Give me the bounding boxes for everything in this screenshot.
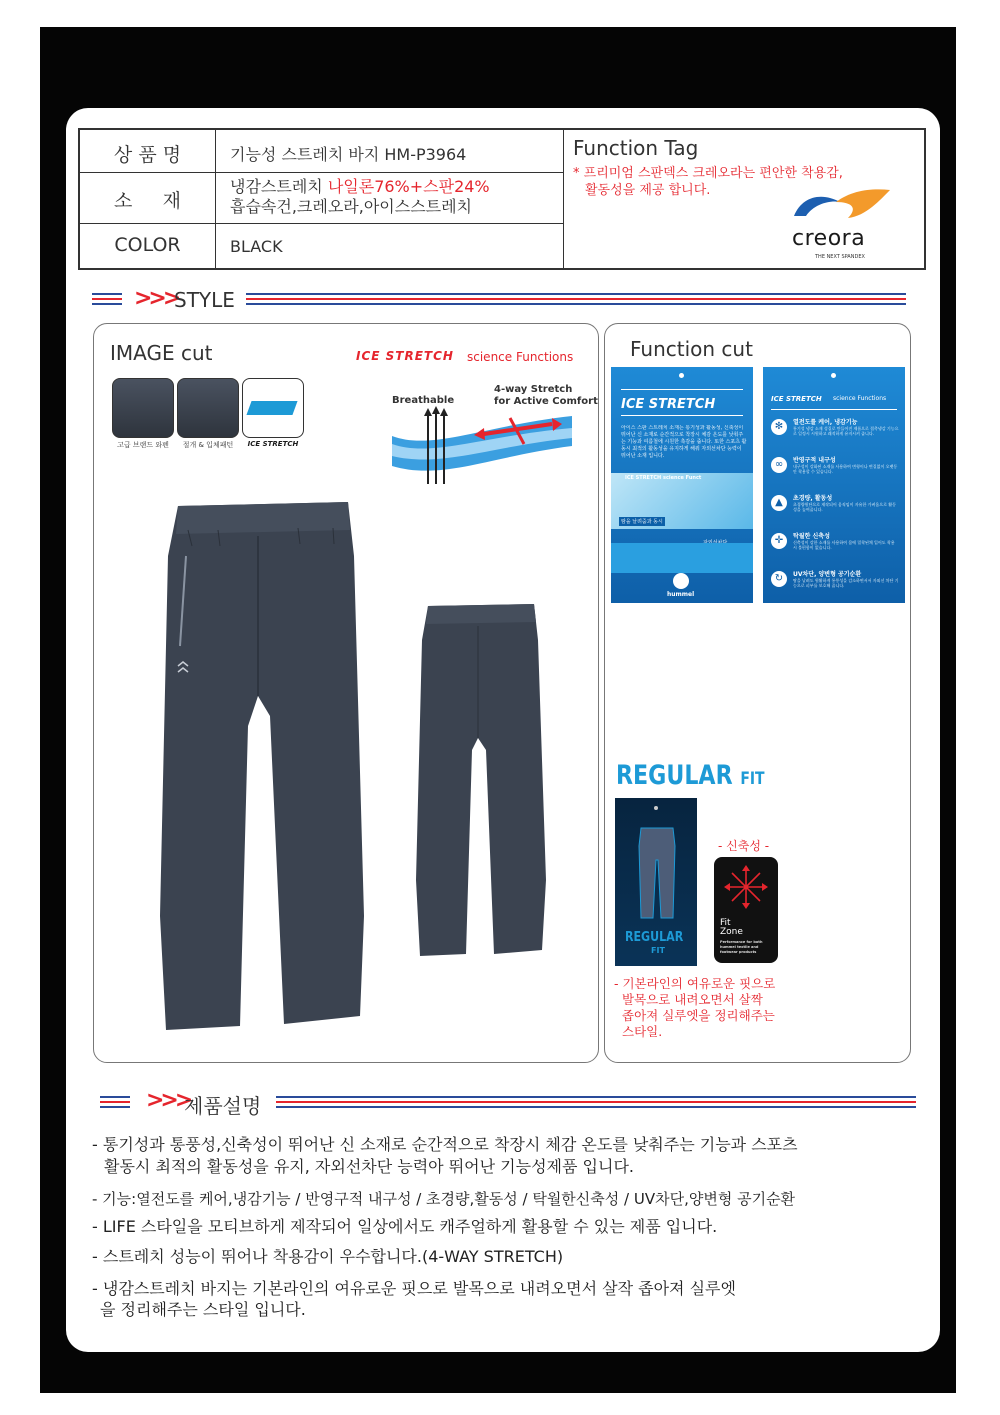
feature-text: 땀을 날려도 원활하게 통풍성을 감소하면서서 자외선 차단 기능으로 피부를 보호해 줍니다. [793, 578, 899, 588]
feature-text: 신축성이 강한 소재를 사용하여 몸에 밀착된채 입어도 착용 시 불편함이 없습니다. [793, 540, 895, 550]
name-value: 기능성 스트레치 바지 HM-P3964 [230, 145, 467, 164]
divider [215, 130, 216, 268]
section-bars [100, 1096, 130, 1108]
fit-zone-text: Performance for both hummel textile and footwear products [720, 940, 763, 954]
lightweight-icon: ▲ [771, 495, 787, 511]
note-line: * 프리미엄 스판덱스 크레오라는 편안한 착용감, [573, 166, 843, 181]
feature-text: 통기성 냉감 소재 성질로 만들어진 제품으로 접촉냉감 기능으로 일정시 시원하고 쾌적하게 유지시켜 줍니다. [793, 426, 899, 436]
chevron-icon: >>> [134, 286, 178, 311]
ice-logo: ICE STRETCH [621, 397, 716, 412]
ice-stretch-diagram-icon [392, 406, 572, 490]
feature-title: 반영구적 내구성 [793, 457, 836, 464]
feature-item [771, 493, 901, 531]
desc-line: - 기능:열전도를 케어,냉감기능 / 반영구적 내구성 / 초경량,활동성 / 탁월한신축성 / UV차단,양변형 공기순환 [92, 1190, 796, 1208]
stretch-line: 4-way Stretch [494, 384, 573, 395]
image-cut-title: IMAGE cut [110, 341, 213, 365]
thumb-pattern [177, 378, 239, 438]
feature-item [771, 531, 901, 569]
material-features: 흡습속건,크레오라,아이스스트레치 [230, 197, 473, 216]
desc-line: - 통기성과 통풍성,신축성이 뛰어난 신 소재로 순간적으로 착장시 체감 온도를 낮춰주는 기능과 스포츠 [92, 1135, 798, 1154]
pants-silhouette-icon [637, 826, 677, 922]
desc-line: - 냉감스트레치 바지는 기본라인의 여유로운 핏으로 발목으로 내려오면서 살작 좁아져 실루엣 [92, 1279, 736, 1298]
divider [563, 130, 564, 268]
thumb-caption: ICE STRETCH [247, 440, 299, 448]
ice-stretch-logo: ICE STRETCH [356, 349, 454, 363]
feature-title: 열전도를 케어, 냉감기능 [793, 419, 858, 426]
thumb-wappen [112, 378, 174, 438]
desc-line: 을 정리해주는 스타일 입니다. [100, 1300, 306, 1319]
material-base: 냉감스트레치 [230, 177, 328, 196]
function-cut-title: Function cut [630, 337, 753, 361]
function-tag-title: Function Tag [573, 136, 699, 160]
section-bars [276, 1096, 916, 1108]
four-way-arrow-icon [722, 863, 770, 911]
feature-title: 초경량, 활동성 [793, 495, 833, 502]
ice-description: 아이스 스판 스트레치 소재는 통기성과 활동성, 신축성이 뛰어난 신 소재로 순간적으로 착장시 체감 온도를 낮춰주는 기능과 여름철에 시원한 촉감을 줍니다. 또한 스포츠 활동시 최적의 활동성을 유지하게 해줘 자외선차단 능력이 뛰어난 소재 입니다. [621, 425, 747, 459]
pants-front-image [158, 496, 368, 1036]
fit-zone-card [714, 857, 778, 963]
regular-word: REGULAR [616, 760, 733, 791]
card-fit: FIT [651, 946, 665, 955]
spec-table [78, 128, 926, 270]
desc-line: 활동시 최적의 활동성을 유지, 자외선차단 능력아 뛰어난 기능성제품 입니다. [104, 1157, 634, 1176]
feature-item [771, 569, 901, 607]
stretch-label-red: - 신축성 - [718, 839, 770, 853]
feature-list [771, 417, 901, 607]
ice-band-label: ICE STRETCH science Funct [625, 475, 702, 481]
creora-wordmark: creora [792, 226, 866, 251]
note-line: 활동성을 제공 합니다. [585, 183, 711, 198]
note-line: - 기본라인의 여유로운 핏으로 [614, 976, 776, 991]
divider [80, 172, 563, 173]
infinity-icon: ∞ [771, 457, 787, 473]
stretch-icon: ✛ [771, 533, 787, 549]
ice-sub-small: science Functions [833, 395, 887, 402]
note-line: 스타일. [622, 1024, 663, 1039]
thumb-caption: 고급 브랜드 와펜 [117, 441, 169, 449]
fit-zone-word: Zone [720, 927, 743, 937]
stretch-line: for Active Comfort [494, 396, 598, 407]
regular-fit-title [616, 760, 765, 791]
creora-tagline: THE NEXT SPANDEX [815, 254, 865, 260]
ice-logo-small: ICE STRETCH [771, 395, 822, 403]
fit-zone-title [720, 919, 743, 937]
regular-fit-note [614, 976, 775, 1040]
hummel-brand: hummel [667, 591, 695, 598]
material-value [230, 177, 490, 217]
name-label: 상 품 명 [113, 144, 182, 166]
material-composition: 나일론76%+스판24% [327, 177, 490, 196]
note-line: 발목으로 내려오면서 살짝 [622, 992, 763, 1007]
chevron-icon: >>> [146, 1088, 190, 1113]
function-card-right [763, 367, 905, 603]
feature-title: UV차단, 양변형 공기순환 [793, 571, 862, 578]
color-label: COLOR [114, 234, 181, 256]
feature-text: 내구성이 강화된 소재를 사용하여 변형이나 변질없이 오랫동안 착용할 수 있습니다. [793, 464, 898, 474]
pants-side-image [414, 600, 549, 960]
feature-item [771, 455, 901, 493]
divider [80, 223, 563, 224]
feature-text: 초경량원단으로 제작되어 움직임이 자유한 가벼움으로 활동성을 높여줍니다. [793, 502, 896, 512]
arrow-label: 땀을 날려줌과 동시 [621, 519, 663, 525]
card-regular: REGULAR [625, 930, 684, 945]
desc-line: - LIFE 스타일을 모티브하게 제작되어 일상에서도 캐주얼하게 활용할 수 있는 제품 입니다. [92, 1217, 718, 1236]
snowflake-icon: ✻ [771, 419, 787, 435]
thumb-ice-stretch [242, 378, 304, 438]
fit-word: FIT [740, 769, 765, 789]
section-bars [246, 293, 906, 305]
note-line: 좁아져 실루엣을 정리해주는 [622, 1008, 775, 1023]
air-circulation-icon: ↻ [771, 571, 787, 587]
section-bars [92, 293, 122, 305]
product-title: 제품설명 [184, 1094, 262, 1118]
material-label: 소 재 [114, 190, 181, 212]
function-card-left [611, 367, 753, 603]
fit-zone-word: Fit [720, 918, 731, 928]
style-title: STYLE [174, 288, 235, 312]
breathable-label: Breathable [392, 395, 455, 406]
feature-title: 탁월한 신축성 [793, 533, 830, 540]
creora-logo-icon [792, 186, 892, 228]
feature-item [771, 417, 901, 455]
thumb-caption: 절개 & 입체패턴 [182, 441, 234, 449]
stretch-label [494, 384, 598, 408]
color-value: BLACK [230, 237, 283, 256]
desc-line: - 스트레치 성능이 뛰어나 착용감이 우수합니다.(4-WAY STRETCH) [92, 1247, 564, 1266]
regular-fit-card [615, 798, 697, 966]
ice-stretch-sub: science Functions [467, 350, 574, 364]
